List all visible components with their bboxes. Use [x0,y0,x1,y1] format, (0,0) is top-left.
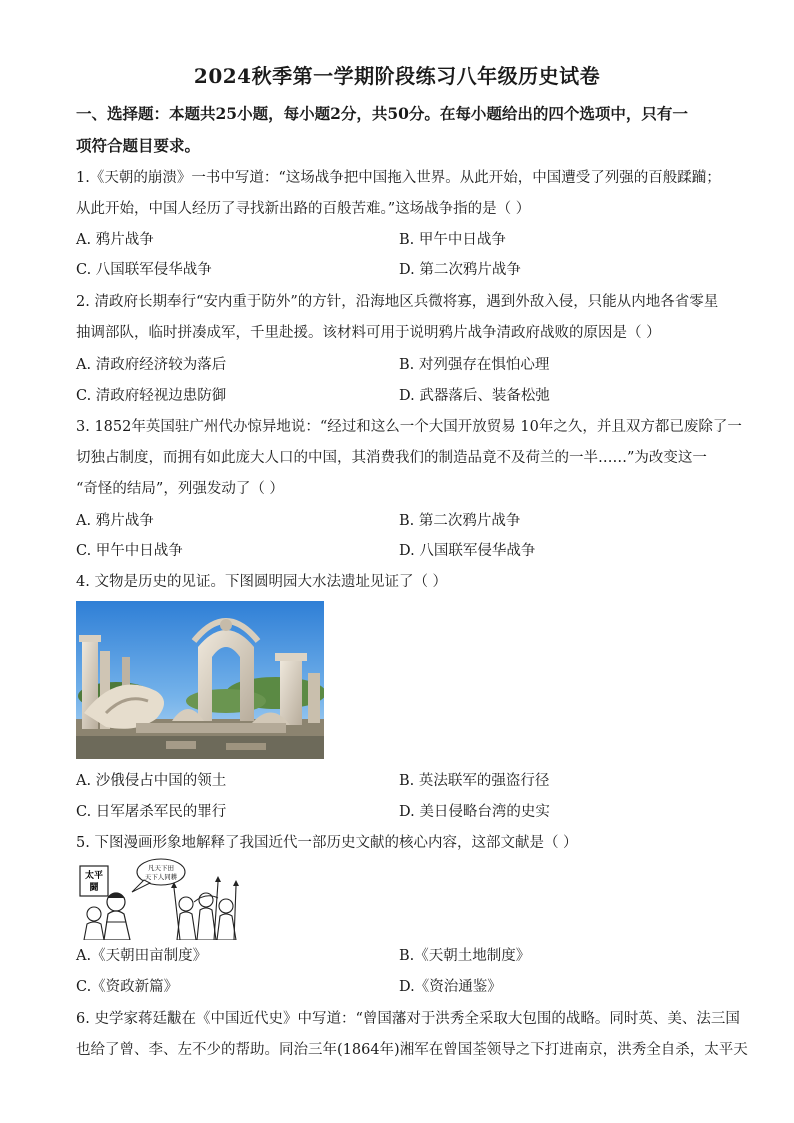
q5-option-b[interactable]: B.《天朝土地制度》 [399,948,531,964]
q1-option-c[interactable]: C. 八国联军侵华战争 [76,262,212,278]
q3-option-c[interactable]: C. 甲午中日战争 [76,543,183,559]
q2-option-a[interactable]: A. 清政府经济较为落后 [76,357,227,373]
yuanmingyuan-ruins-photo [76,601,324,759]
q5-stem: 5. 下图漫画形象地解释了我国近代一部历史文献的核心内容，这部文献是（ ） [76,835,578,851]
cartoon-speech-line1: 凡天下田 [148,864,174,872]
section-instruction-line1: 一、选择题：本题共25小题，每小题2分，共50分。在每小题给出的四个选项中，只有一 [76,104,688,123]
q5-option-d[interactable]: D.《资治通鉴》 [399,979,502,995]
q2-option-d[interactable]: D. 武器落后、装备松弛 [399,388,550,404]
q3-option-b[interactable]: B. 第二次鸦片战争 [399,513,521,529]
q2-stem-line2: 抽调部队，临时拼凑成军，千里赴援。该材料可用于说明鸦片战争清政府战败的原因是（ ） [76,325,661,341]
q4-option-d[interactable]: D. 美日侵略台湾的史实 [399,804,550,820]
q3-option-a[interactable]: A. 鸦片战争 [76,513,154,529]
cartoon-banner-text2: 闘 [89,883,99,893]
taiping-cartoon [76,858,241,940]
q3-option-d[interactable]: D. 八国联军侵华战争 [399,543,536,559]
q3-stem-line3: “奇怪的结局”，列强发动了（ ） [76,481,284,497]
q4-option-c[interactable]: C. 日军屠杀军民的罪行 [76,804,227,820]
q4-stem: 4. 文物是历史的见证。下图圆明园大水法遗址见证了（ ） [76,574,448,590]
cartoon-speech-line2: 天下人同耕 [144,873,178,881]
q1-stem-line2: 从此开始，中国人经历了寻找新出路的百般苦难。”这场战争指的是（ ） [76,201,531,217]
q2-option-b[interactable]: B. 对列强存在惧怕心理 [399,357,550,373]
q2-option-c[interactable]: C. 清政府轻视边患防御 [76,388,227,404]
q1-option-b[interactable]: B. 甲午中日战争 [399,232,506,248]
q3-stem-line1: 3. 1852年英国驻广州代办惊异地说：“经过和这么一个大国开放贸易 10年之久，并且双方都已废除了一 [76,419,742,435]
q1-option-d[interactable]: D. 第二次鸦片战争 [399,262,521,278]
q5-option-c[interactable]: C.《资政新篇》 [76,979,179,995]
q4-option-a[interactable]: A. 沙俄侵占中国的领土 [76,773,227,789]
q1-stem-line1: 1.《天朝的崩溃》一书中写道：“这场战争把中国拖入世界。从此开始，中国遭受了列强的百般蹂躏； [76,170,721,186]
section-instruction-line2: 项符合题目要求。 [76,136,201,155]
page-title: 2024秋季第一学期阶段练习八年级历史试卷 [193,64,601,88]
q5-option-a[interactable]: A.《天朝田亩制度》 [76,948,208,964]
q6-stem-line2: 也给了曾、李、左不少的帮助。同治三年(1864年)湘军在曾国荃领导之下打进南京，洪秀全自杀，太平天 [76,1042,748,1058]
q6-stem-line1: 6. 史学家蒋廷黻在《中国近代史》中写道：“曾国藩对于洪秀全采取大包围的战略。同时英、美、法三国 [76,1011,740,1027]
q1-option-a[interactable]: A. 鸦片战争 [76,232,154,248]
q2-stem-line1: 2. 清政府长期奉行“安内重于防外”的方针，沿海地区兵微将寡，遇到外敌入侵，只能从内地各省零星 [76,294,719,310]
q3-stem-line2: 切独占制度，而拥有如此庞大人口的中国，其消费我们的制造品竟不及荷兰的一半……”为改变这一 [76,450,707,466]
cartoon-banner-text: 太平 [84,871,104,881]
q4-option-b[interactable]: B. 英法联军的强盗行径 [399,773,550,789]
